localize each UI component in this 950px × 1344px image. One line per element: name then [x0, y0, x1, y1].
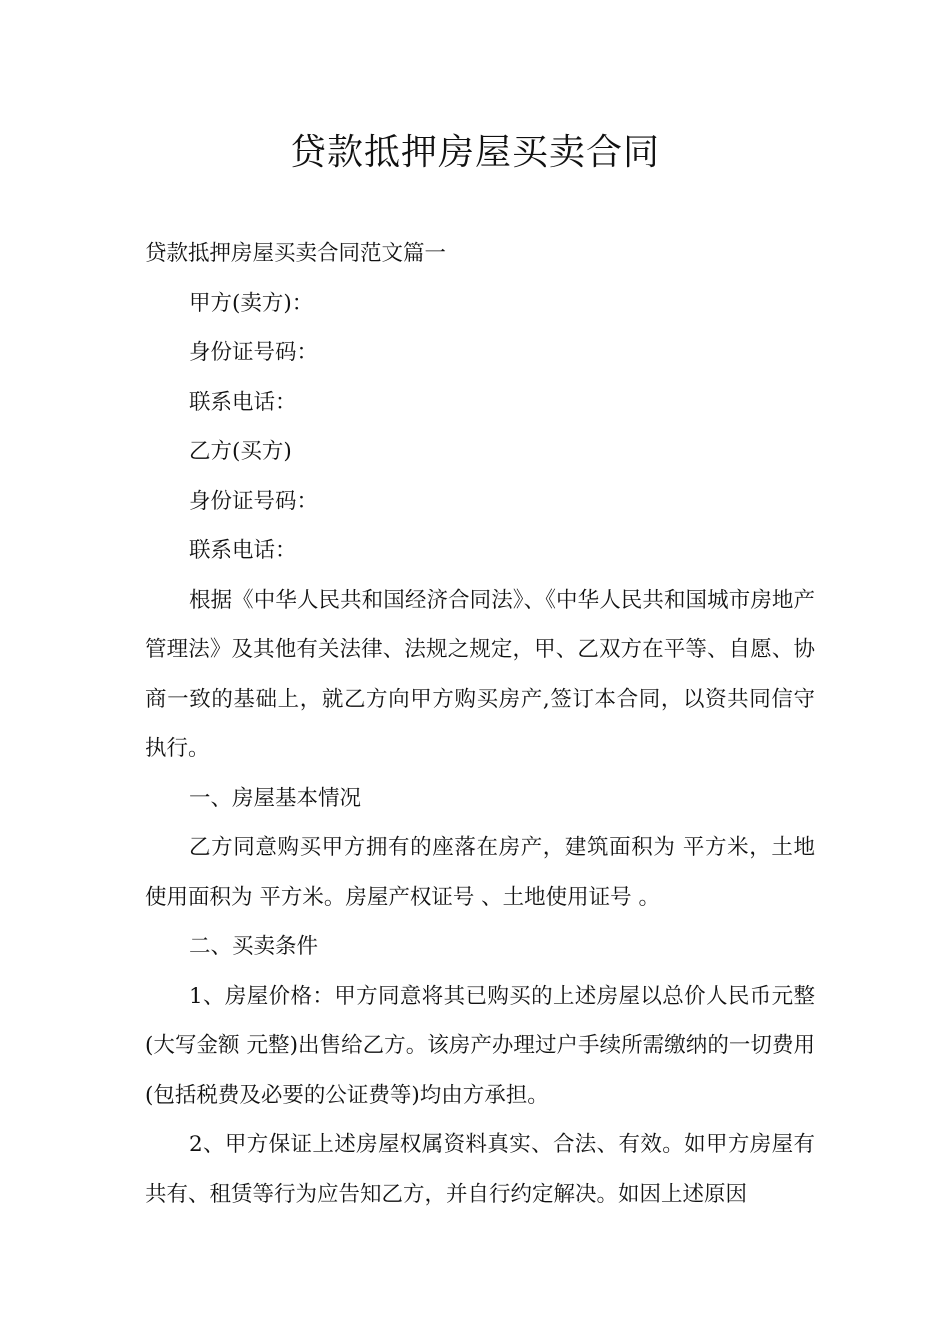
clause-heading: 二、买卖条件: [189, 934, 319, 959]
clause-heading: 一、房屋基本情况: [189, 785, 362, 811]
clause-paragraph: 乙方同意购买甲方拥有的座落在房产，建筑面积为 平方米，土地使用面积为 平方米。房屋产权证号 、土地使用证号 。: [145, 835, 815, 910]
party-a-id-line: 身份证号码：: [189, 340, 319, 365]
party-b-id-line: 身份证号码：: [189, 488, 319, 514]
section-heading: 贷款抵押房屋买卖合同范文篇一: [145, 241, 447, 266]
party-b-phone-line: 联系电话：: [189, 538, 297, 563]
preamble-paragraph: 根据《中华人民共和国经济合同法》、《中华人民共和国城市房地产管理法》及其他有关法律、法规之规定，甲、乙双方在平等、自愿、协商一致的基础上，就乙方向甲方购买房产,签订本合同，以资共同信守执行。: [145, 587, 815, 761]
party-a-line: 甲方(卖方)：: [189, 290, 314, 316]
document-body: [145, 229, 815, 1219]
party-b-line: 乙方(买方): [189, 439, 292, 464]
party-a-phone-line: 联系电话：: [189, 389, 297, 415]
document-title: 贷款抵押房屋买卖合同: [289, 132, 660, 173]
clause-paragraph: 2、甲方保证上述房屋权属资料真实、合法、有效。如甲方房屋有共有、租赁等行为应告知乙方，并自行约定解决。如因上述原因: [145, 1132, 815, 1207]
clause-paragraph: 1、房屋价格：甲方同意将其已购买的上述房屋以总价人民币元整(大写金额 元整)出售给乙方。该房产办理过户手续所需缴纳的一切费用(包括税费及必要的公证费等)均由方承担。: [145, 983, 815, 1108]
